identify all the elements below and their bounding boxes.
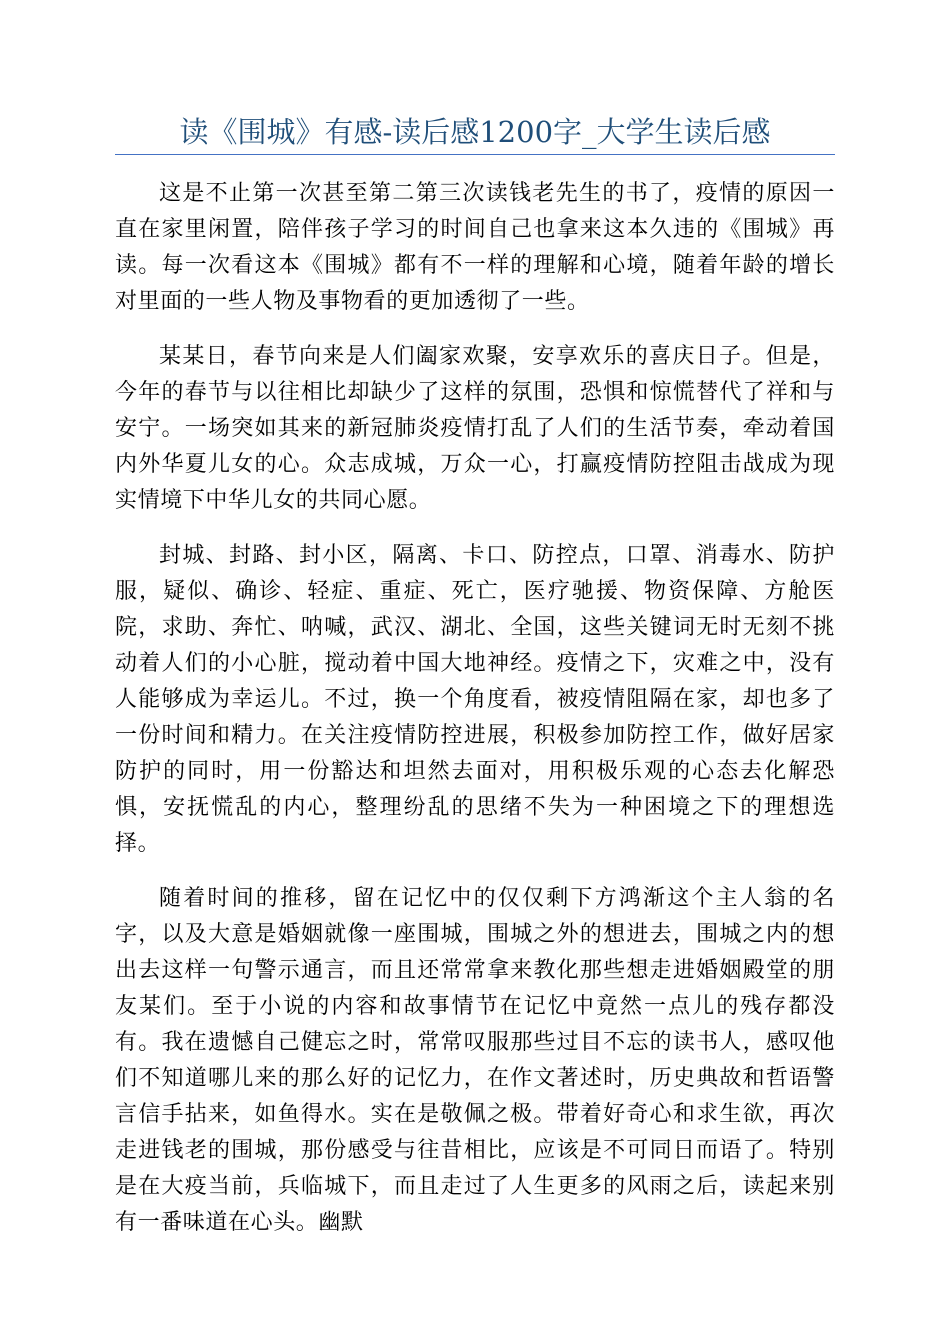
title-underline <box>115 154 835 155</box>
document-body <box>115 176 835 1260</box>
document-title: 读《围城》有感-读后感1200字_大学生读后感 <box>179 115 771 149</box>
paragraph: 封城、封路、封小区，隔离、卡口、防控点，口罩、消毒水、防护服，疑似、确诊、轻症、重症、死亡，医疗驰援、物资保障、方舱医院，求助、奔忙、呐喊，武汉、湖北、全国，这些关键词无时无刻不挑动着人们的小心脏，搅动着中国大地神经。疫情之下，灾难之中，没有人能够成为幸运儿。不过，换一个角度看，被疫情阻隔在家，却也多了一份时间和精力。在关注疫情防控进展，积极参加防控工作，做好居家防护的同时，用一份豁达和坦然去面对，用积极乐观的心态去化解恐惧，安抚慌乱的内心，整理纷乱的思绪不失为一种困境之下的理想选择。 <box>115 543 835 856</box>
paragraph: 某某日，春节向来是人们阖家欢聚，安享欢乐的喜庆日子。但是，今年的春节与以往相比却缺少了这样的氛围，恐惧和惊慌替代了祥和与安宁。一场突如其来的新冠肺炎疫情打乱了人们的生活节奏，牵动着国内外华夏儿女的心。众志成城，万众一心，打赢疫情防控阻击战成为现实情境下中华儿女的共同心愿。 <box>115 344 835 513</box>
paragraph: 这是不止第一次甚至第二第三次读钱老先生的书了，疫情的原因一直在家里闲置，陪伴孩子学习的时间自己也拿来这本久违的《围城》再读。每一次看这本《围城》都有不一样的理解和心境，随着年龄的增长对里面的一些人物及事物看的更加透彻了一些。 <box>115 181 835 314</box>
paragraph: 随着时间的推移，留在记忆中的仅仅剩下方鸿渐这个主人翁的名字，以及大意是婚姻就像一座围城，围城之外的想进去，围城之内的想出去这样一句警示通言，而且还常常拿来教化那些想走进婚姻殿堂的朋友某们。至于小说的内容和故事情节在记忆中竟然一点儿的残存都没有。我在遗憾自己健忘之时，常常叹服那些过目不忘的读书人，感叹他们不知道哪儿来的那么好的记忆力，在作文著述时，历史典故和哲语警言信手拈来，如鱼得水。实在是敬佩之极。带着好奇心和求生欲，再次走进钱老的围城，那份感受与往昔相比，应该是不可同日而语了。特别是在大疫当前，兵临城下，而且走过了人生更多的风雨之后，读起来别有一番味道在心头。幽默 <box>115 886 835 1235</box>
